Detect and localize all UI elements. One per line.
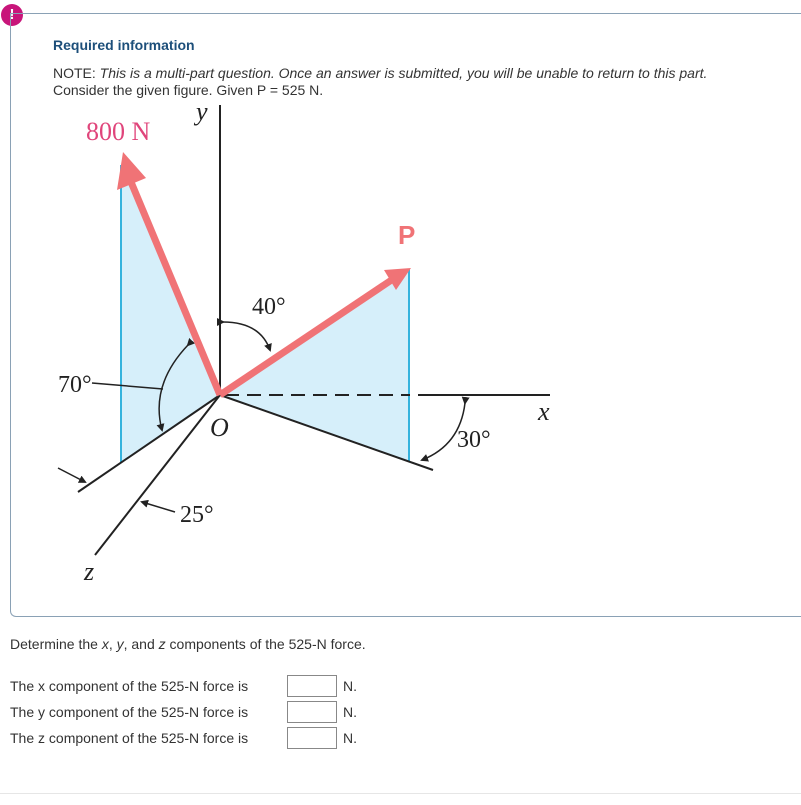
answer-label-y: The y component of the 525-N force is [10, 704, 249, 720]
answer-label-x: The x component of the 525-N force is [10, 678, 249, 694]
question-text: Determine the x, y, and z components of the 525-N force. [10, 636, 366, 652]
label-x-axis: x [538, 397, 550, 426]
note-italic: This is a multi-part question. Once an answer is submitted, you will be unable to return to this part. [99, 65, 708, 81]
label-40: 40° [252, 294, 286, 320]
answer-input-z[interactable] [287, 727, 337, 749]
label-y-axis: y [196, 97, 208, 126]
label-25: 25° [180, 502, 214, 528]
label-800n: 800 N [86, 117, 151, 146]
label-30: 30° [457, 427, 491, 453]
plane-800n [121, 165, 220, 462]
given-text: Consider the given figure. Given P = 525 N. [53, 82, 324, 98]
arc-40 [223, 322, 270, 350]
answer-unit-y: N. [343, 704, 357, 720]
bottom-divider [0, 793, 801, 794]
label-origin: O [210, 413, 229, 442]
answer-unit-z: N. [343, 730, 357, 746]
label-p: P [398, 220, 416, 250]
label-70: 70° [58, 372, 92, 398]
answer-label-z: The z component of the 525-N force is [10, 730, 249, 746]
note-lead: NOTE: [53, 65, 100, 81]
answer-input-y[interactable] [287, 701, 337, 723]
info-title: Required information [53, 37, 195, 53]
answer-unit-x: N. [343, 678, 357, 694]
note-text [53, 65, 707, 99]
plane-p [220, 269, 409, 462]
force-diagram [0, 95, 560, 595]
answer-input-x[interactable] [287, 675, 337, 697]
arrow-25-tick [58, 468, 85, 482]
arrow-25 [142, 502, 175, 512]
alert-icon: ! [1, 4, 23, 26]
label-z-axis: z [84, 557, 95, 586]
